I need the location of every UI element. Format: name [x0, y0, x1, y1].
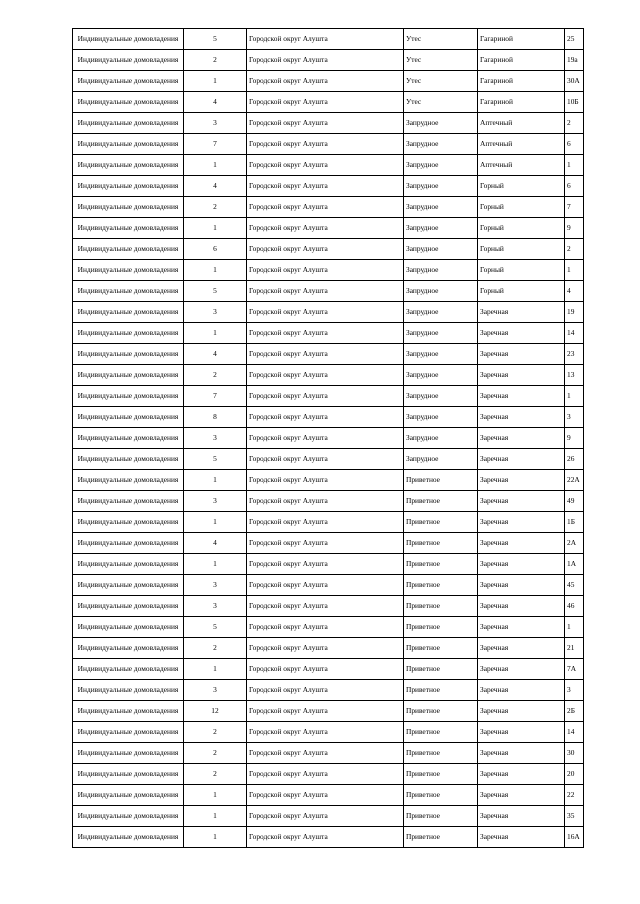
- housing-type-cell: Индивидуальные домовладения: [73, 386, 184, 407]
- district-cell: Городской округ Алушта: [247, 512, 404, 533]
- count-cell: 1: [184, 71, 247, 92]
- district-cell: Городской округ Алушта: [247, 470, 404, 491]
- table-row: [73, 554, 584, 575]
- district-cell: Городской округ Алушта: [247, 260, 404, 281]
- house-number-cell: 22: [565, 785, 584, 806]
- table-row: [73, 29, 584, 50]
- housing-type-cell: Индивидуальные домовладения: [73, 617, 184, 638]
- count-cell: 4: [184, 344, 247, 365]
- settlement-cell: Приветное: [404, 638, 478, 659]
- house-number-cell: 6: [565, 134, 584, 155]
- street-cell: Гагариной: [478, 29, 565, 50]
- table-row: [73, 512, 584, 533]
- house-number-cell: 1: [565, 386, 584, 407]
- settlement-cell: Запрудное: [404, 281, 478, 302]
- district-cell: Городской округ Алушта: [247, 386, 404, 407]
- housing-type-cell: Индивидуальные домовладения: [73, 71, 184, 92]
- house-number-cell: 49: [565, 491, 584, 512]
- district-cell: Городской округ Алушта: [247, 785, 404, 806]
- street-cell: Горный: [478, 239, 565, 260]
- housing-type-cell: Индивидуальные домовладения: [73, 176, 184, 197]
- settlement-cell: Запрудное: [404, 197, 478, 218]
- table-row: [73, 470, 584, 491]
- district-cell: Городской округ Алушта: [247, 491, 404, 512]
- house-number-cell: 1: [565, 617, 584, 638]
- district-cell: Городской округ Алушта: [247, 113, 404, 134]
- street-cell: Заречная: [478, 533, 565, 554]
- settlement-cell: Утес: [404, 29, 478, 50]
- district-cell: Городской округ Алушта: [247, 281, 404, 302]
- house-number-cell: 6: [565, 176, 584, 197]
- house-number-cell: 3: [565, 680, 584, 701]
- district-cell: Городской округ Алушта: [247, 365, 404, 386]
- district-cell: Городской округ Алушта: [247, 71, 404, 92]
- district-cell: Городской округ Алушта: [247, 827, 404, 848]
- table-row: [73, 743, 584, 764]
- count-cell: 5: [184, 617, 247, 638]
- house-number-cell: 10Б: [565, 92, 584, 113]
- settlement-cell: Запрудное: [404, 449, 478, 470]
- district-cell: Городской округ Алушта: [247, 428, 404, 449]
- district-cell: Городской округ Алушта: [247, 617, 404, 638]
- housing-type-cell: Индивидуальные домовладения: [73, 638, 184, 659]
- count-cell: 5: [184, 449, 247, 470]
- housing-type-cell: Индивидуальные домовладения: [73, 449, 184, 470]
- table-row: [73, 386, 584, 407]
- house-number-cell: 7: [565, 197, 584, 218]
- settlement-cell: Запрудное: [404, 113, 478, 134]
- district-cell: Городской округ Алушта: [247, 533, 404, 554]
- settlement-cell: Приветное: [404, 764, 478, 785]
- street-cell: Заречная: [478, 701, 565, 722]
- settlement-cell: Приветное: [404, 533, 478, 554]
- settlement-cell: Запрудное: [404, 365, 478, 386]
- table-row: [73, 281, 584, 302]
- housing-type-cell: Индивидуальные домовладения: [73, 575, 184, 596]
- count-cell: 8: [184, 407, 247, 428]
- housing-type-cell: Индивидуальные домовладения: [73, 155, 184, 176]
- house-number-cell: 14: [565, 323, 584, 344]
- settlement-cell: Приветное: [404, 575, 478, 596]
- table-row: [73, 449, 584, 470]
- count-cell: 1: [184, 323, 247, 344]
- table-row: [73, 134, 584, 155]
- table-row: [73, 302, 584, 323]
- district-cell: Городской округ Алушта: [247, 50, 404, 71]
- district-cell: Городской округ Алушта: [247, 344, 404, 365]
- count-cell: 2: [184, 764, 247, 785]
- housing-type-cell: Индивидуальные домовладения: [73, 680, 184, 701]
- housing-type-cell: Индивидуальные домовладения: [73, 113, 184, 134]
- count-cell: 2: [184, 722, 247, 743]
- housing-type-cell: Индивидуальные домовладения: [73, 281, 184, 302]
- settlement-cell: Утес: [404, 71, 478, 92]
- house-number-cell: 19: [565, 302, 584, 323]
- district-cell: Городской округ Алушта: [247, 302, 404, 323]
- table-row: [73, 155, 584, 176]
- count-cell: 1: [184, 806, 247, 827]
- housing-type-cell: Индивидуальные домовладения: [73, 218, 184, 239]
- house-number-cell: 2А: [565, 533, 584, 554]
- street-cell: Гагариной: [478, 92, 565, 113]
- street-cell: Заречная: [478, 680, 565, 701]
- settlement-cell: Приветное: [404, 743, 478, 764]
- house-number-cell: 46: [565, 596, 584, 617]
- table-row: [73, 323, 584, 344]
- table-row: [73, 575, 584, 596]
- housing-type-cell: Индивидуальные домовладения: [73, 491, 184, 512]
- house-number-cell: 9: [565, 428, 584, 449]
- settlement-cell: Приветное: [404, 659, 478, 680]
- district-cell: Городской округ Алушта: [247, 575, 404, 596]
- street-cell: Аптечный: [478, 134, 565, 155]
- housing-table-body: [73, 29, 584, 848]
- housing-type-cell: Индивидуальные домовладения: [73, 428, 184, 449]
- street-cell: Горный: [478, 281, 565, 302]
- street-cell: Гагариной: [478, 71, 565, 92]
- housing-type-cell: Индивидуальные домовладения: [73, 92, 184, 113]
- table-row: [73, 617, 584, 638]
- table-row: [73, 92, 584, 113]
- settlement-cell: Запрудное: [404, 176, 478, 197]
- table-row: [73, 407, 584, 428]
- house-number-cell: 25: [565, 29, 584, 50]
- district-cell: Городской округ Алушта: [247, 407, 404, 428]
- street-cell: Заречная: [478, 512, 565, 533]
- district-cell: Городской округ Алушта: [247, 197, 404, 218]
- housing-type-cell: Индивидуальные домовладения: [73, 722, 184, 743]
- street-cell: Гагариной: [478, 50, 565, 71]
- housing-type-cell: Индивидуальные домовладения: [73, 764, 184, 785]
- street-cell: Горный: [478, 260, 565, 281]
- settlement-cell: Утес: [404, 92, 478, 113]
- count-cell: 3: [184, 575, 247, 596]
- count-cell: 5: [184, 281, 247, 302]
- table-row: [73, 239, 584, 260]
- table-row: [73, 701, 584, 722]
- settlement-cell: Запрудное: [404, 239, 478, 260]
- street-cell: Заречная: [478, 722, 565, 743]
- housing-type-cell: Индивидуальные домовладения: [73, 302, 184, 323]
- count-cell: 2: [184, 197, 247, 218]
- district-cell: Городской округ Алушта: [247, 722, 404, 743]
- housing-type-cell: Индивидуальные домовладения: [73, 239, 184, 260]
- table-row: [73, 680, 584, 701]
- table-row: [73, 344, 584, 365]
- count-cell: 3: [184, 596, 247, 617]
- housing-table: [72, 28, 584, 848]
- district-cell: Городской округ Алушта: [247, 659, 404, 680]
- housing-type-cell: Индивидуальные домовладения: [73, 554, 184, 575]
- settlement-cell: Запрудное: [404, 155, 478, 176]
- count-cell: 7: [184, 134, 247, 155]
- count-cell: 1: [184, 554, 247, 575]
- district-cell: Городской округ Алушта: [247, 806, 404, 827]
- street-cell: Заречная: [478, 554, 565, 575]
- settlement-cell: Приветное: [404, 827, 478, 848]
- count-cell: 2: [184, 365, 247, 386]
- street-cell: Заречная: [478, 617, 565, 638]
- settlement-cell: Приветное: [404, 785, 478, 806]
- housing-type-cell: Индивидуальные домовладения: [73, 533, 184, 554]
- district-cell: Городской округ Алушта: [247, 449, 404, 470]
- street-cell: Заречная: [478, 302, 565, 323]
- district-cell: Городской округ Алушта: [247, 218, 404, 239]
- street-cell: Горный: [478, 176, 565, 197]
- street-cell: Заречная: [478, 596, 565, 617]
- settlement-cell: Приветное: [404, 491, 478, 512]
- street-cell: Заречная: [478, 386, 565, 407]
- street-cell: Заречная: [478, 491, 565, 512]
- table-row: [73, 176, 584, 197]
- house-number-cell: 3: [565, 407, 584, 428]
- table-row: [73, 197, 584, 218]
- count-cell: 3: [184, 428, 247, 449]
- count-cell: 1: [184, 512, 247, 533]
- street-cell: Аптечный: [478, 155, 565, 176]
- housing-type-cell: Индивидуальные домовладения: [73, 344, 184, 365]
- table-row: [73, 722, 584, 743]
- settlement-cell: Приветное: [404, 470, 478, 491]
- settlement-cell: Запрудное: [404, 323, 478, 344]
- table-row: [73, 428, 584, 449]
- street-cell: Заречная: [478, 806, 565, 827]
- table-row: [73, 764, 584, 785]
- house-number-cell: 4: [565, 281, 584, 302]
- housing-type-cell: Индивидуальные домовладения: [73, 407, 184, 428]
- settlement-cell: Приветное: [404, 617, 478, 638]
- housing-type-cell: Индивидуальные домовладения: [73, 701, 184, 722]
- housing-type-cell: Индивидуальные домовладения: [73, 512, 184, 533]
- settlement-cell: Утес: [404, 50, 478, 71]
- housing-type-cell: Индивидуальные домовладения: [73, 197, 184, 218]
- house-number-cell: 22А: [565, 470, 584, 491]
- house-number-cell: 1: [565, 260, 584, 281]
- table-row: [73, 491, 584, 512]
- house-number-cell: 30: [565, 743, 584, 764]
- housing-type-cell: Индивидуальные домовладения: [73, 365, 184, 386]
- settlement-cell: Запрудное: [404, 428, 478, 449]
- count-cell: 1: [184, 260, 247, 281]
- district-cell: Городской округ Алушта: [247, 176, 404, 197]
- district-cell: Городской округ Алушта: [247, 29, 404, 50]
- count-cell: 1: [184, 785, 247, 806]
- house-number-cell: 14: [565, 722, 584, 743]
- settlement-cell: Запрудное: [404, 302, 478, 323]
- table-row: [73, 260, 584, 281]
- count-cell: 6: [184, 239, 247, 260]
- house-number-cell: 7А: [565, 659, 584, 680]
- housing-type-cell: Индивидуальные домовладения: [73, 323, 184, 344]
- count-cell: 4: [184, 176, 247, 197]
- settlement-cell: Запрудное: [404, 407, 478, 428]
- count-cell: 4: [184, 92, 247, 113]
- count-cell: 2: [184, 743, 247, 764]
- table-row: [73, 827, 584, 848]
- housing-type-cell: Индивидуальные домовладения: [73, 29, 184, 50]
- settlement-cell: Приветное: [404, 680, 478, 701]
- street-cell: Заречная: [478, 638, 565, 659]
- count-cell: 1: [184, 155, 247, 176]
- street-cell: Заречная: [478, 365, 565, 386]
- street-cell: Заречная: [478, 743, 565, 764]
- street-cell: Заречная: [478, 785, 565, 806]
- district-cell: Городской округ Алушта: [247, 743, 404, 764]
- district-cell: Городской округ Алушта: [247, 239, 404, 260]
- count-cell: 1: [184, 827, 247, 848]
- count-cell: 1: [184, 470, 247, 491]
- street-cell: Горный: [478, 218, 565, 239]
- table-row: [73, 806, 584, 827]
- street-cell: Аптечный: [478, 113, 565, 134]
- house-number-cell: 20: [565, 764, 584, 785]
- street-cell: Заречная: [478, 575, 565, 596]
- housing-type-cell: Индивидуальные домовладения: [73, 743, 184, 764]
- table-row: [73, 785, 584, 806]
- district-cell: Городской округ Алушта: [247, 554, 404, 575]
- street-cell: Заречная: [478, 323, 565, 344]
- housing-type-cell: Индивидуальные домовладения: [73, 260, 184, 281]
- table-row: [73, 71, 584, 92]
- house-number-cell: 2: [565, 113, 584, 134]
- settlement-cell: Приветное: [404, 512, 478, 533]
- housing-type-cell: Индивидуальные домовладения: [73, 134, 184, 155]
- table-row: [73, 113, 584, 134]
- settlement-cell: Приветное: [404, 554, 478, 575]
- district-cell: Городской округ Алушта: [247, 596, 404, 617]
- settlement-cell: Запрудное: [404, 344, 478, 365]
- count-cell: 1: [184, 218, 247, 239]
- count-cell: 3: [184, 491, 247, 512]
- housing-type-cell: Индивидуальные домовладения: [73, 806, 184, 827]
- house-number-cell: 1А: [565, 554, 584, 575]
- street-cell: Заречная: [478, 470, 565, 491]
- settlement-cell: Приветное: [404, 596, 478, 617]
- house-number-cell: 2: [565, 239, 584, 260]
- street-cell: Заречная: [478, 407, 565, 428]
- table-row: [73, 596, 584, 617]
- count-cell: 1: [184, 659, 247, 680]
- house-number-cell: 1Б: [565, 512, 584, 533]
- housing-type-cell: Индивидуальные домовладения: [73, 470, 184, 491]
- street-cell: Горный: [478, 197, 565, 218]
- street-cell: Заречная: [478, 827, 565, 848]
- count-cell: 3: [184, 302, 247, 323]
- street-cell: Заречная: [478, 449, 565, 470]
- housing-type-cell: Индивидуальные домовладения: [73, 596, 184, 617]
- count-cell: 12: [184, 701, 247, 722]
- table-row: [73, 218, 584, 239]
- settlement-cell: Запрудное: [404, 386, 478, 407]
- district-cell: Городской округ Алушта: [247, 764, 404, 785]
- table-row: [73, 533, 584, 554]
- house-number-cell: 21: [565, 638, 584, 659]
- district-cell: Городской округ Алушта: [247, 638, 404, 659]
- street-cell: Заречная: [478, 344, 565, 365]
- count-cell: 2: [184, 638, 247, 659]
- district-cell: Городской округ Алушта: [247, 155, 404, 176]
- count-cell: 4: [184, 533, 247, 554]
- housing-type-cell: Индивидуальные домовладения: [73, 827, 184, 848]
- district-cell: Городской округ Алушта: [247, 701, 404, 722]
- house-number-cell: 1: [565, 155, 584, 176]
- count-cell: 2: [184, 50, 247, 71]
- district-cell: Городской округ Алушта: [247, 92, 404, 113]
- housing-type-cell: Индивидуальные домовладения: [73, 785, 184, 806]
- settlement-cell: Запрудное: [404, 218, 478, 239]
- district-cell: Городской округ Алушта: [247, 680, 404, 701]
- table-row: [73, 50, 584, 71]
- house-number-cell: 45: [565, 575, 584, 596]
- house-number-cell: 35: [565, 806, 584, 827]
- house-number-cell: 13: [565, 365, 584, 386]
- count-cell: 7: [184, 386, 247, 407]
- house-number-cell: 16А: [565, 827, 584, 848]
- table-row: [73, 638, 584, 659]
- settlement-cell: Приветное: [404, 722, 478, 743]
- district-cell: Городской округ Алушта: [247, 323, 404, 344]
- count-cell: 3: [184, 680, 247, 701]
- settlement-cell: Приветное: [404, 701, 478, 722]
- house-number-cell: 9: [565, 218, 584, 239]
- house-number-cell: 26: [565, 449, 584, 470]
- house-number-cell: 30А: [565, 71, 584, 92]
- housing-type-cell: Индивидуальные домовладения: [73, 659, 184, 680]
- street-cell: Заречная: [478, 764, 565, 785]
- settlement-cell: Запрудное: [404, 134, 478, 155]
- housing-type-cell: Индивидуальные домовладения: [73, 50, 184, 71]
- settlement-cell: Запрудное: [404, 260, 478, 281]
- table-row: [73, 659, 584, 680]
- count-cell: 3: [184, 113, 247, 134]
- house-number-cell: 19а: [565, 50, 584, 71]
- settlement-cell: Приветное: [404, 806, 478, 827]
- table-row: [73, 365, 584, 386]
- street-cell: Заречная: [478, 659, 565, 680]
- street-cell: Заречная: [478, 428, 565, 449]
- house-number-cell: 23: [565, 344, 584, 365]
- house-number-cell: 2Б: [565, 701, 584, 722]
- district-cell: Городской округ Алушта: [247, 134, 404, 155]
- count-cell: 5: [184, 29, 247, 50]
